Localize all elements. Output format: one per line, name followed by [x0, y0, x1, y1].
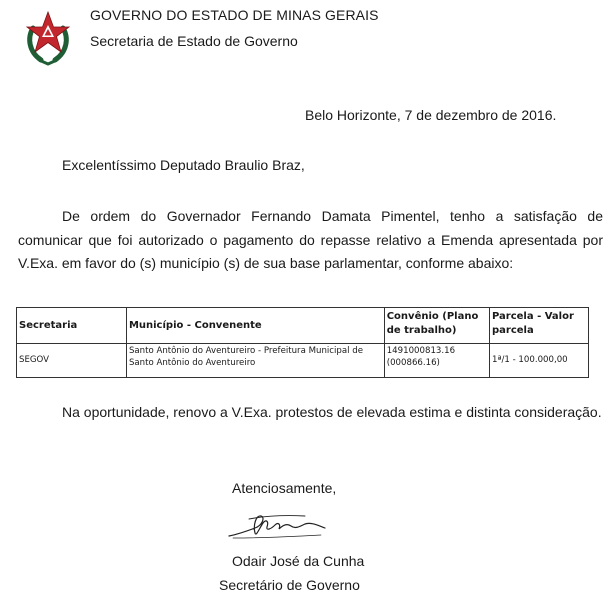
transfer-table [16, 307, 589, 378]
table-row [17, 344, 589, 378]
table-header-cell: Convênio (Plano de trabalho) [384, 308, 489, 344]
table-cell-parcela: 1ª/1 - 100.000,00 [489, 344, 588, 378]
letter-salutation: Excelentíssimo Deputado Braulio Braz, [62, 157, 305, 173]
letter-date: Belo Horizonte, 7 de dezembro de 2016. [305, 107, 557, 123]
table-header-cell: Parcela - Valor parcela [489, 308, 588, 344]
table-header-cell: Secretaria [17, 308, 127, 344]
signer-role: Secretário de Governo [219, 577, 360, 593]
letter-closing-paragraph: Na oportunidade, renovo a V.Exa. protestos de elevada estima e distinta consideração. [62, 404, 602, 420]
table-cell-municipio: Santo Antônio do Aventureiro - Prefeitura Municipal de Santo Antônio do Aventureiro [126, 344, 384, 378]
signer-name: Odair José da Cunha [232, 553, 365, 569]
letter-closing: Atenciosamente, [232, 480, 337, 496]
table-cell-convenio: 1491000813.16 (000866.16) [384, 344, 489, 378]
letter-body-paragraph: De ordem do Governador Fernando Damata Pimentel, tenho a satisfação de comunicar que foi autorizado o pagamento do repasse relativo a Emenda apresentada por V.Exa. em favor do (s) município (s) de sua base parlamentar, conforme abaixo: [18, 208, 603, 271]
coat-of-arms-icon [23, 10, 73, 66]
table-cell-secretaria: SEGOV [17, 344, 127, 378]
header-government-name: GOVERNO DO ESTADO DE MINAS GERAIS [90, 7, 379, 23]
table-header-row [17, 308, 589, 344]
header-secretariat-name: Secretaria de Estado de Governo [90, 33, 298, 49]
table-header-cell: Município - Convenente [126, 308, 384, 344]
handwritten-signature-icon [225, 507, 330, 542]
